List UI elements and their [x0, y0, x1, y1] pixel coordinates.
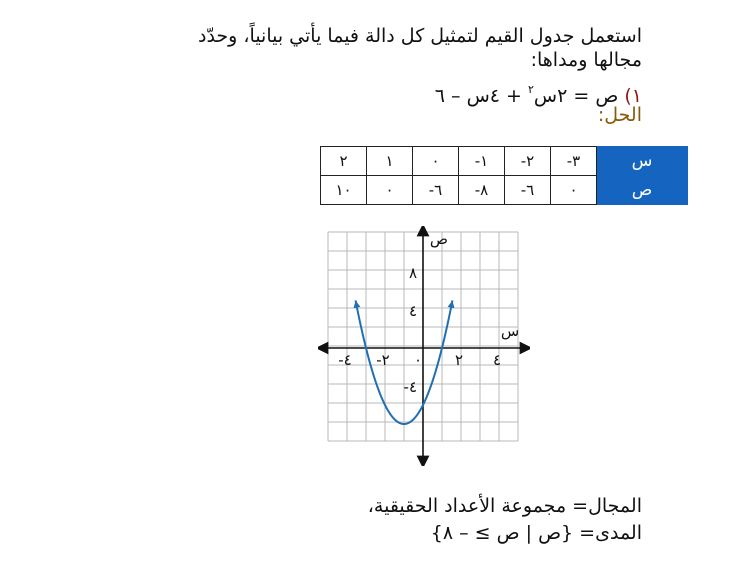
x-tick-label: ٢ — [454, 351, 464, 369]
y-cell: -٦ — [505, 176, 551, 205]
equation-exponent: ٢ — [527, 83, 534, 96]
x-cell: -١ — [459, 147, 505, 176]
x-cell: -٢ — [505, 147, 551, 176]
range-text: المدى= {ص | ص ≥ – ٨} — [430, 522, 642, 544]
y-cell: -٨ — [459, 176, 505, 205]
y-cell: -٦ — [413, 176, 459, 205]
x-cell: ٢ — [321, 147, 367, 176]
y-tick-label: -٤ — [403, 378, 417, 396]
instruction-line-1: استعمل جدول القيم لتمثيل كل دالة فيما يأتي بيانياً، وحدّد — [198, 25, 642, 47]
y-cell: ٠ — [551, 176, 597, 205]
item-number: ١) — [624, 85, 642, 107]
x-axis-label: س — [500, 322, 520, 340]
x-tick-label: ٤ — [492, 351, 502, 369]
x-cell: ٠ — [413, 147, 459, 176]
curve-arrow-right — [448, 300, 455, 308]
equation-main: ص = ٢س — [533, 85, 619, 107]
y-header: ص — [597, 176, 688, 205]
x-cell: ١ — [367, 147, 413, 176]
x-header: س — [597, 147, 688, 176]
curve-arrow-left — [354, 300, 361, 308]
y-tick-label: ٤ — [408, 302, 417, 320]
solution-label: الحل: — [597, 104, 642, 126]
x-tick-label: -٤ — [338, 351, 352, 369]
x-tick-label: -٢ — [376, 351, 390, 369]
equation-rest: + ٤س – ٦ — [434, 85, 528, 107]
value-table — [320, 146, 688, 205]
x-row — [321, 147, 688, 176]
y-axis-label: ص — [429, 230, 449, 248]
parabola-graph — [318, 226, 530, 466]
x-tick-label: ٠ — [413, 351, 423, 369]
instruction-line-2: مجالها ومداها: — [530, 49, 642, 71]
y-cell: ١٠ — [321, 176, 367, 205]
y-cell: ٠ — [367, 176, 413, 205]
domain-text: المجال= مجموعة الأعداد الحقيقية، — [367, 495, 642, 517]
y-row — [321, 176, 688, 205]
y-tick-label: ٨ — [408, 264, 417, 282]
x-cell: -٣ — [551, 147, 597, 176]
